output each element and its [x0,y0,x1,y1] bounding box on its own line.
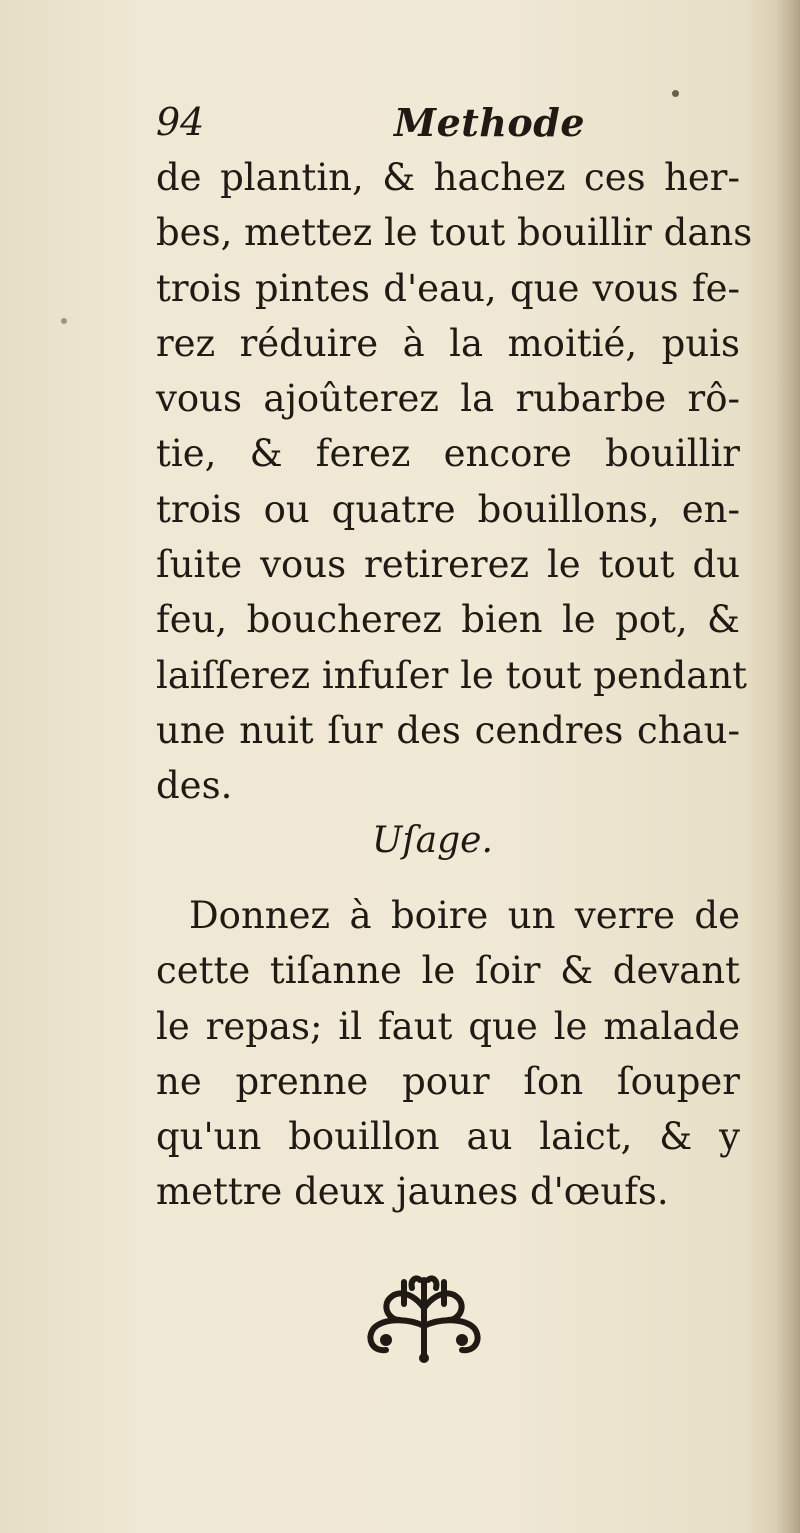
recipe-paragraph [156,150,753,814]
text-line: qu'un bouillon au laict, & y [156,1115,740,1159]
text-line: des. [156,764,233,808]
text-line: feu, boucherez bien le pot, & [156,598,740,642]
text-line: trois pintes d'eau, que vous fe- [156,266,740,310]
text-line: mettre deux jaunes d'œufs. [156,1170,669,1214]
text-line: ſuite vous retirerez le tout du [156,543,740,587]
ink-speck [61,318,67,324]
text-line: le repas; il faut que le malade [156,1004,740,1048]
page-gutter-shadow [776,0,800,1533]
text-line: cette tiſanne le ſoir & devant [156,949,740,993]
page-number: 94 [156,100,205,144]
usage-paragraph [156,888,740,1220]
text-line: rez réduire à la moitié, puis [156,321,740,365]
fleuron-icon [354,1268,494,1368]
text-line: de plantin, & hachez ces her- [156,156,740,199]
text-line: trois ou quatre bouillons, en- [156,487,740,531]
text-line: laiſſerez infuſer le tout pendant [156,653,748,697]
section-heading-usage: Uſage. [372,820,493,861]
text-line: une nuit ſur des cendres chau- [156,708,740,752]
text-line: vous ajoûterez la rubarbe rô- [156,377,740,421]
text-line: tie, & ferez encore bouillir [156,432,740,476]
text-line: Donnez à boire un verre de [189,894,740,937]
page-header [156,100,736,150]
text-line: ne prenne pour ſon ſouper [156,1059,740,1103]
running-title: Methode [394,100,586,145]
text-line: bes, mettez le tout bouillir dans [156,211,753,255]
ink-speck [672,90,679,97]
